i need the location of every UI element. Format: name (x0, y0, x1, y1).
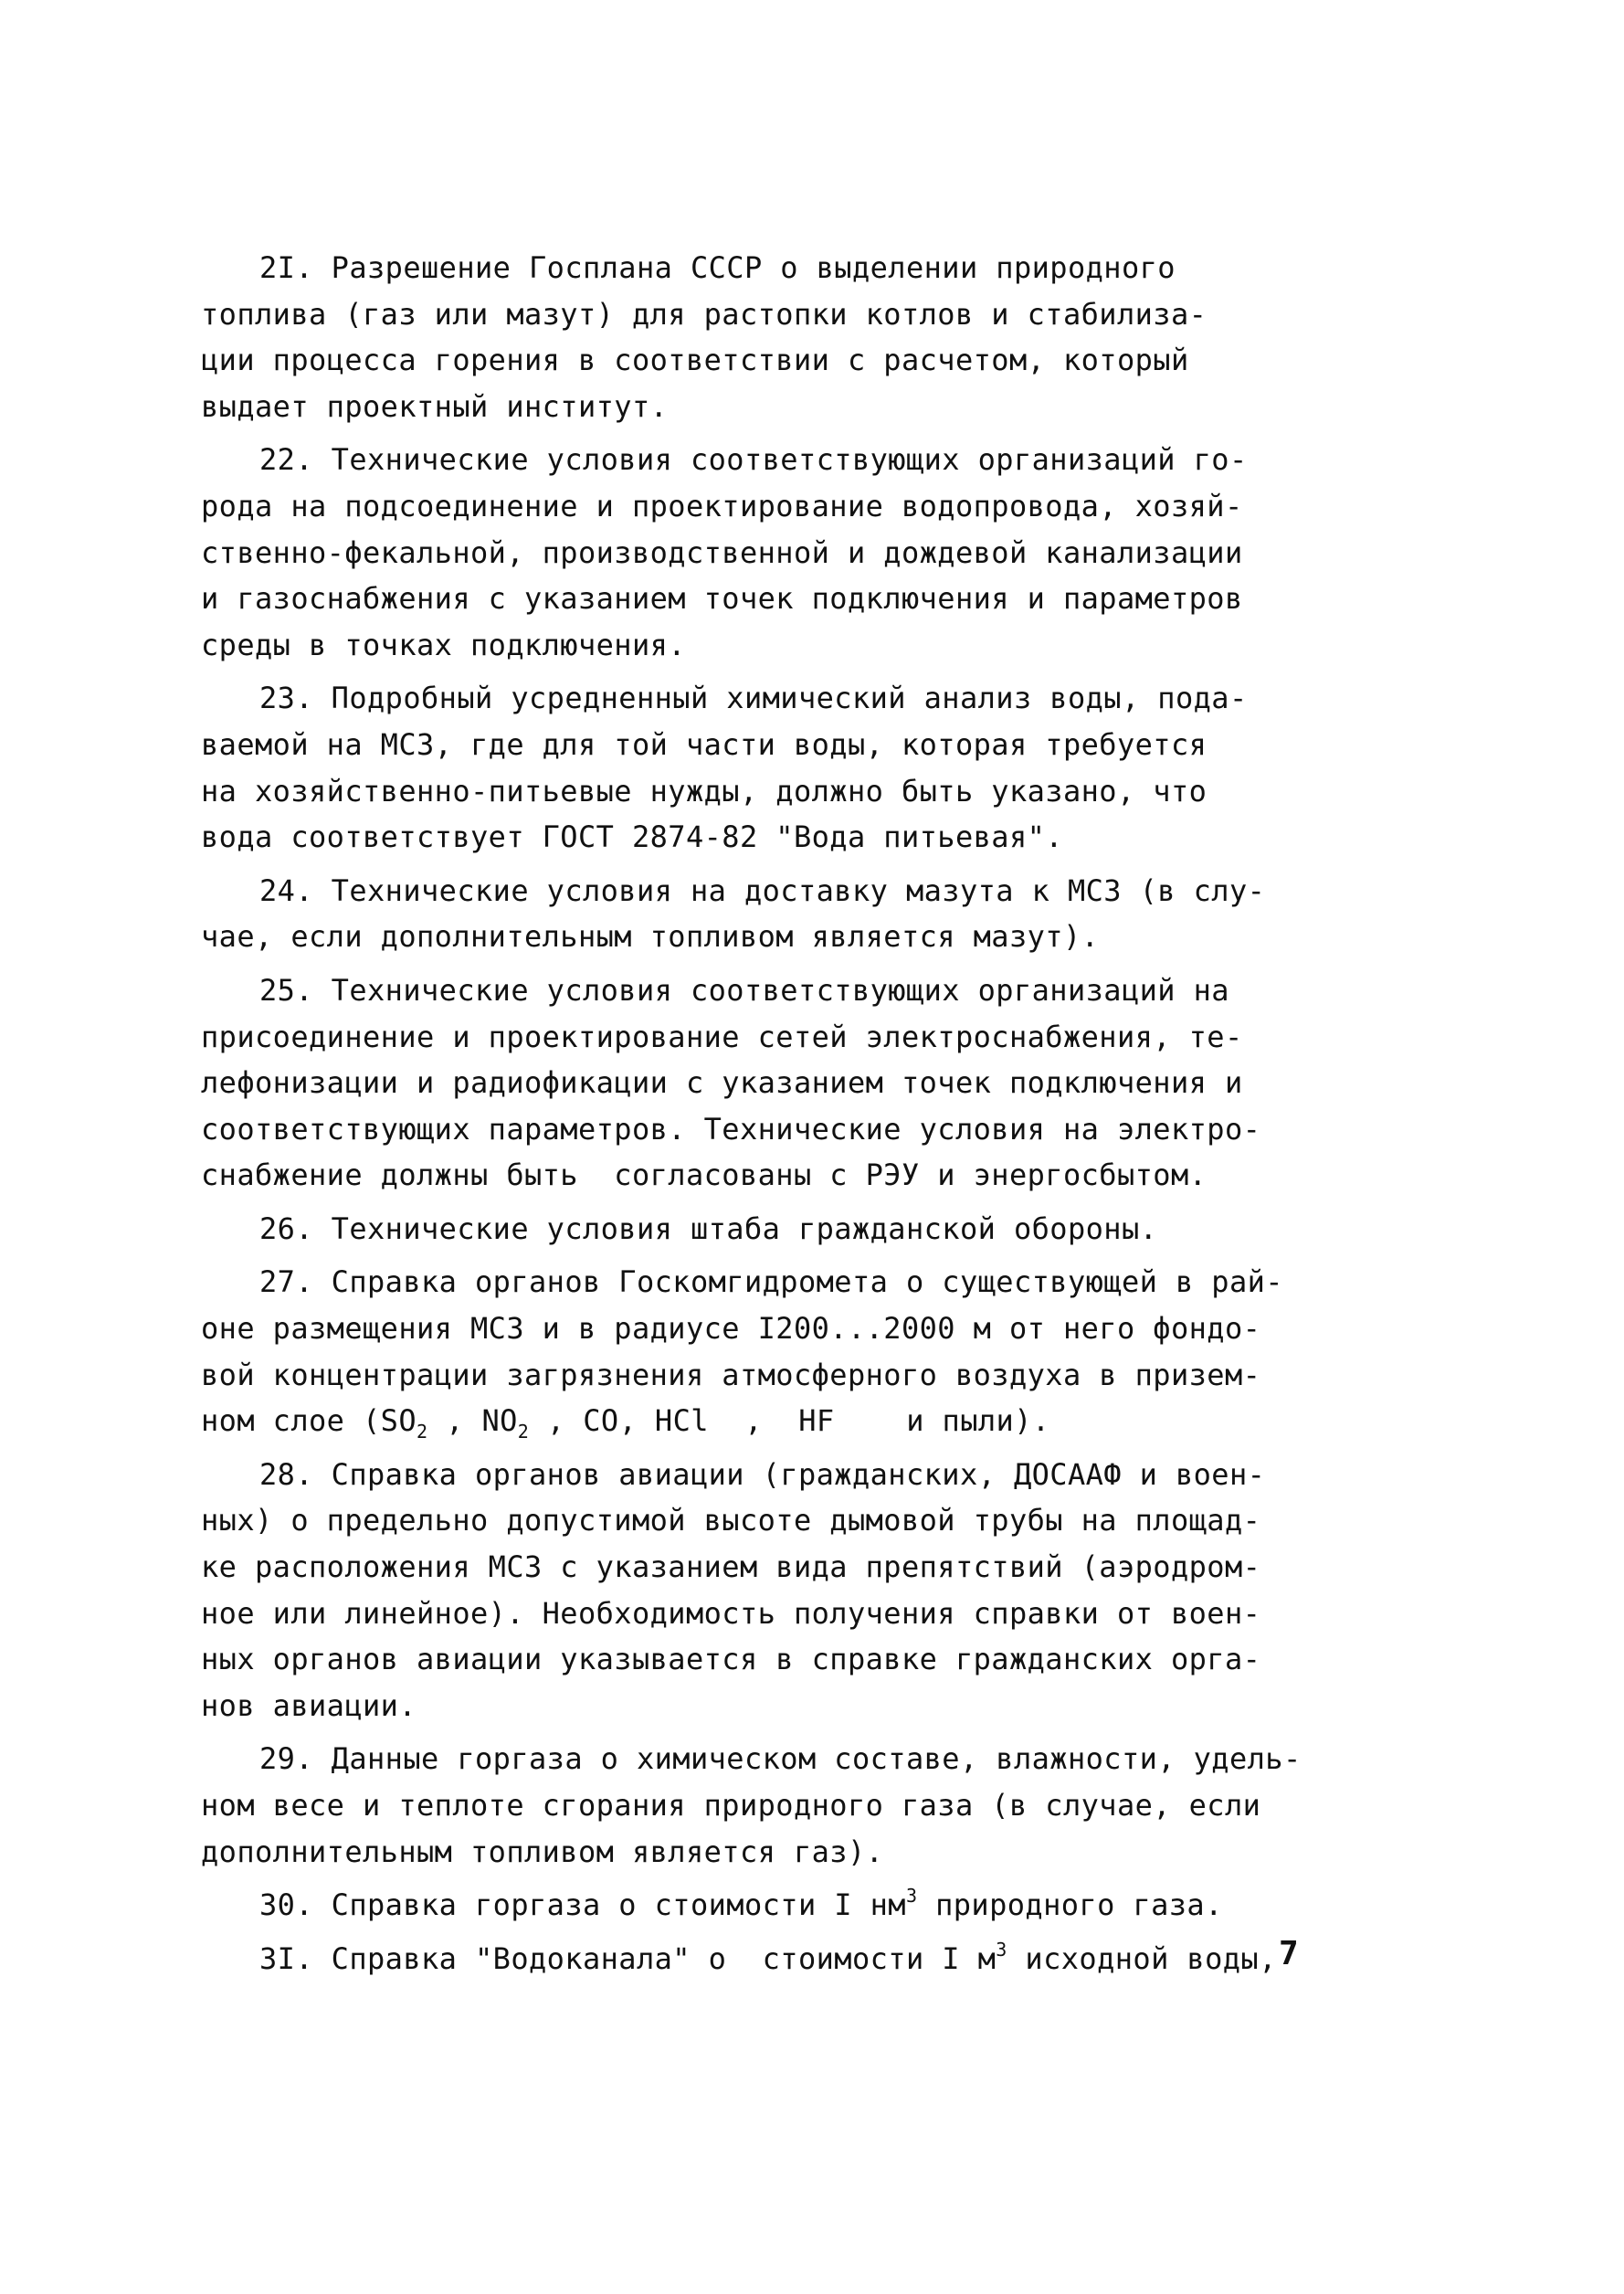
text-line: 22. Технические условия соответствующих организаций го- (259, 442, 1248, 478)
so2-formula: $SO_2$ (380, 1403, 428, 1443)
text-line: 26. Технические условия штаба гражданской обороны. (259, 1210, 1158, 1246)
text-line: 2I. Разрешение Госплана СССР о выделении природного (259, 250, 1176, 285)
no2-formula: $NO_2$ (481, 1403, 530, 1443)
pollutant-prefix: ном слое ( (201, 1403, 381, 1439)
text-line: выдает проектный институт. (201, 388, 669, 424)
text-line: и газоснабжения с указанием точек подключения и параметров (201, 581, 1243, 617)
text-line: среды в точках подключения. (201, 627, 686, 662)
text-line: 28. Справка органов авиации (гражданских, ДОСААФ и воен- (259, 1456, 1266, 1492)
text-line: 29. Данные горгаза о химическом составе, влажности, удель- (259, 1741, 1302, 1777)
pollutant-line (201, 1398, 1343, 1444)
text-line: ное или линейное). Необходимость получения справки от воен- (201, 1595, 1261, 1631)
text-line: вой концентрации загрязнения атмосферного воздуха в призем- (201, 1357, 1261, 1392)
text-line: соответствующих параметров. Технические условия на электро- (201, 1111, 1261, 1147)
text-line: нов авиации. (201, 1687, 417, 1723)
pollutant-sep: , (427, 1403, 482, 1439)
text-line: рода на подсоединение и проектирование водопровода, хозяй- (201, 488, 1243, 523)
text-line: оне размещения МСЗ и в радиусе I200...2000 м от него фондо- (201, 1311, 1261, 1347)
superscript: 3 (905, 1885, 918, 1908)
pollutant-rest: , CO, HCl , HF и пыли). (529, 1403, 1050, 1439)
text-line: ных органов авиации указывается в справке гражданских орга- (201, 1642, 1261, 1677)
text-line: вода соответствует ГОСТ 2874-82 "Вода питьевая". (201, 819, 1063, 855)
paragraph-30: 30. Справка горгаза о стоимости I $нм^3$ природного газа. (259, 1885, 1223, 1923)
text-line: ных) о предельно допустимой высоте дымовой трубы на площад- (201, 1503, 1261, 1538)
paragraph-31: 3I. Справка "Водоканала" о стоимости I $м^3$ исходной воды, (259, 1938, 1277, 1976)
text-line: ном весе и теплоте сгорания природного газа (в случае, если (201, 1788, 1261, 1823)
text-line: лефонизации и радиофикации с указанием точек подключения и (201, 1065, 1243, 1101)
superscript: 3 (996, 1938, 1007, 1961)
text-line: чае, если дополнительным топливом является мазут). (201, 919, 1100, 955)
text-line: на хозяйственно-питьевые нужды, должно быть указано, что (201, 773, 1207, 809)
text-line: топлива (газ или мазут) для растопки котлов и стабилиза- (201, 296, 1207, 332)
paragraphs-21-27 (201, 245, 1343, 1398)
text-line: 24. Технические условия на доставку мазута к МСЗ (в слу- (259, 872, 1266, 908)
text-line: 27. Справка органов Госкомгидромета о существующей в рай- (259, 1264, 1283, 1300)
text-line: ции процесса горения в соответствии с расчетом, который (201, 343, 1189, 378)
page-number: 7 (1279, 1935, 1299, 1972)
text-line: 25. Технические условия соответствующих организаций на (259, 972, 1229, 1008)
text-line: снабжение должны быть согласованы с РЭУ и энергосбытом. (201, 1158, 1207, 1193)
text-line: присоединение и проектирование сетей электроснабжения, те- (201, 1019, 1243, 1054)
document-body (201, 245, 1343, 1982)
text-line: 23. Подробный усредненный химический анализ воды, пода- (259, 681, 1248, 716)
text-line: ственно-фекальной, производственной и дождевой канализации (201, 534, 1243, 570)
text-line: дополнительным топливом является газ). (201, 1834, 884, 1869)
text-line: ваемой на МСЗ, где для той части воды, которая требуется (201, 726, 1207, 762)
paragraphs-28-29 (201, 1452, 1343, 1875)
text-line: ке расположения МСЗ с указанием вида препятствий (аэродром- (201, 1549, 1261, 1585)
